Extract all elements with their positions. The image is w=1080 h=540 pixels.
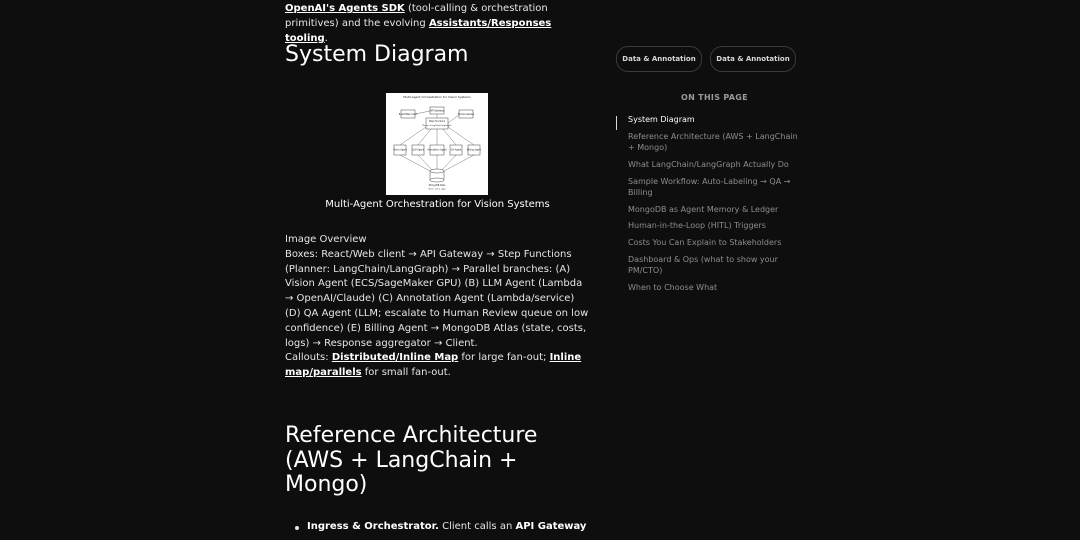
bullet-text: Client calls an xyxy=(438,521,516,532)
callouts-label: Callouts: xyxy=(285,352,332,364)
intro-text-1: (tool-calling & orchestration primitives) and the evolving xyxy=(285,3,548,29)
diagram-title: Multi-Agent Orchestration for Vision Systems xyxy=(403,95,471,99)
data-annotation-button-2[interactable]: Data & Annotation xyxy=(710,46,796,72)
overview-title: Image Overview xyxy=(285,234,367,245)
diagram-label-billing: Billing Agent xyxy=(467,148,481,152)
diagram-label-mongo-sub: (State, Costs, Logs) xyxy=(428,188,446,191)
diagram-label-client: React/Web client xyxy=(398,113,418,116)
toc-item-dashboard[interactable]: Dashboard & Ops (what to show your PM/CTO) xyxy=(628,254,778,276)
diagram-database-icon xyxy=(430,169,444,182)
toc-item-when-to-choose[interactable]: When to Choose What xyxy=(628,283,718,292)
toc-item-reference-architecture[interactable]: Reference Architecture (AWS + LangChain + Mongo) xyxy=(628,131,798,153)
distributed-map-link[interactable]: Distributed/Inline Map xyxy=(331,352,459,364)
diagram-label-vision: Vision Agent xyxy=(393,148,407,152)
toc-title: ON THIS PAGE xyxy=(681,93,748,102)
toc-item-hitl[interactable]: Human-in-the-Loop (HITL) Triggers xyxy=(628,221,766,231)
system-diagram-heading: System Diagram xyxy=(285,42,469,67)
data-annotation-button[interactable]: Data & Annotation xyxy=(616,46,702,72)
diagram-label-llm: LLM Agent xyxy=(412,148,424,152)
toc-item-system-diagram[interactable]: System Diagram xyxy=(628,115,695,124)
diagram-label-gateway: API Gateway xyxy=(430,109,444,113)
intro-text-2: . xyxy=(324,33,328,44)
overview-body: Boxes: React/Web client → API Gateway → Step Functions (Planner: LangChain/LangGraph) → Parallel branches: (A) Vision Agent (ECS/SageMaker GPU) (B) LLM Agent (Lambda → OpenAI/Claude) (C) Annotation Agent (Lambda/service) (D) QA Agent (LLM; escalate to Human Review queue on low confidence) (E) Billing Agent → MongoDB Atlas (state, costs, logs) → Response aggregator → Client. xyxy=(285,248,589,349)
list-item xyxy=(297,521,586,532)
toc-item-mongodb[interactable]: MongoDB as Agent Memory & Ledger xyxy=(628,204,779,214)
overview-callouts xyxy=(285,351,590,381)
toc-item-costs[interactable]: Costs You Can Explain to Stakeholders xyxy=(628,238,782,248)
callouts-mid: for large fan-out; xyxy=(458,352,550,364)
diagram-label-annot: Annotation Agent xyxy=(427,148,447,152)
image-overview xyxy=(285,233,590,381)
intro-paragraph xyxy=(285,1,595,46)
diagram-label-planner: Planner (LangChain/LangGraph) xyxy=(422,125,452,127)
bullet-bold-2: API Gateway xyxy=(515,521,587,532)
diagram-label-step: Step Functions xyxy=(428,120,446,123)
inline-map-link[interactable]: Inline map/parallels xyxy=(285,352,582,379)
toc-active-indicator xyxy=(616,116,617,130)
diagram-label-review: Human Review xyxy=(457,113,475,116)
bullet-icon xyxy=(295,526,299,530)
toc-item-langchain[interactable]: What LangChain/LangGraph Actually Do xyxy=(628,159,789,169)
bullet-bold: Ingress & Orchestrator. xyxy=(307,521,439,532)
diagram-caption: Multi-Agent Orchestration for Vision Systems xyxy=(325,199,550,210)
diagram-image xyxy=(386,93,488,195)
agents-sdk-link[interactable]: OpenAI's Agents SDK xyxy=(285,3,405,14)
diagram-label-qa: QA Agent xyxy=(450,148,462,152)
reference-architecture-heading: Reference Architecture (AWS + LangChain + Mongo) xyxy=(285,423,538,497)
callouts-end: for small fan-out. xyxy=(361,367,451,379)
table-of-contents xyxy=(628,114,798,299)
diagram-svg xyxy=(386,93,488,195)
assistants-tooling-link[interactable]: Assistants/Responses tooling xyxy=(285,18,552,44)
diagram-label-mongo: MongoDB Atlas xyxy=(428,184,446,187)
toc-item-sample-workflow[interactable]: Sample Workflow: Auto-Labeling → QA → Billing xyxy=(628,176,791,198)
